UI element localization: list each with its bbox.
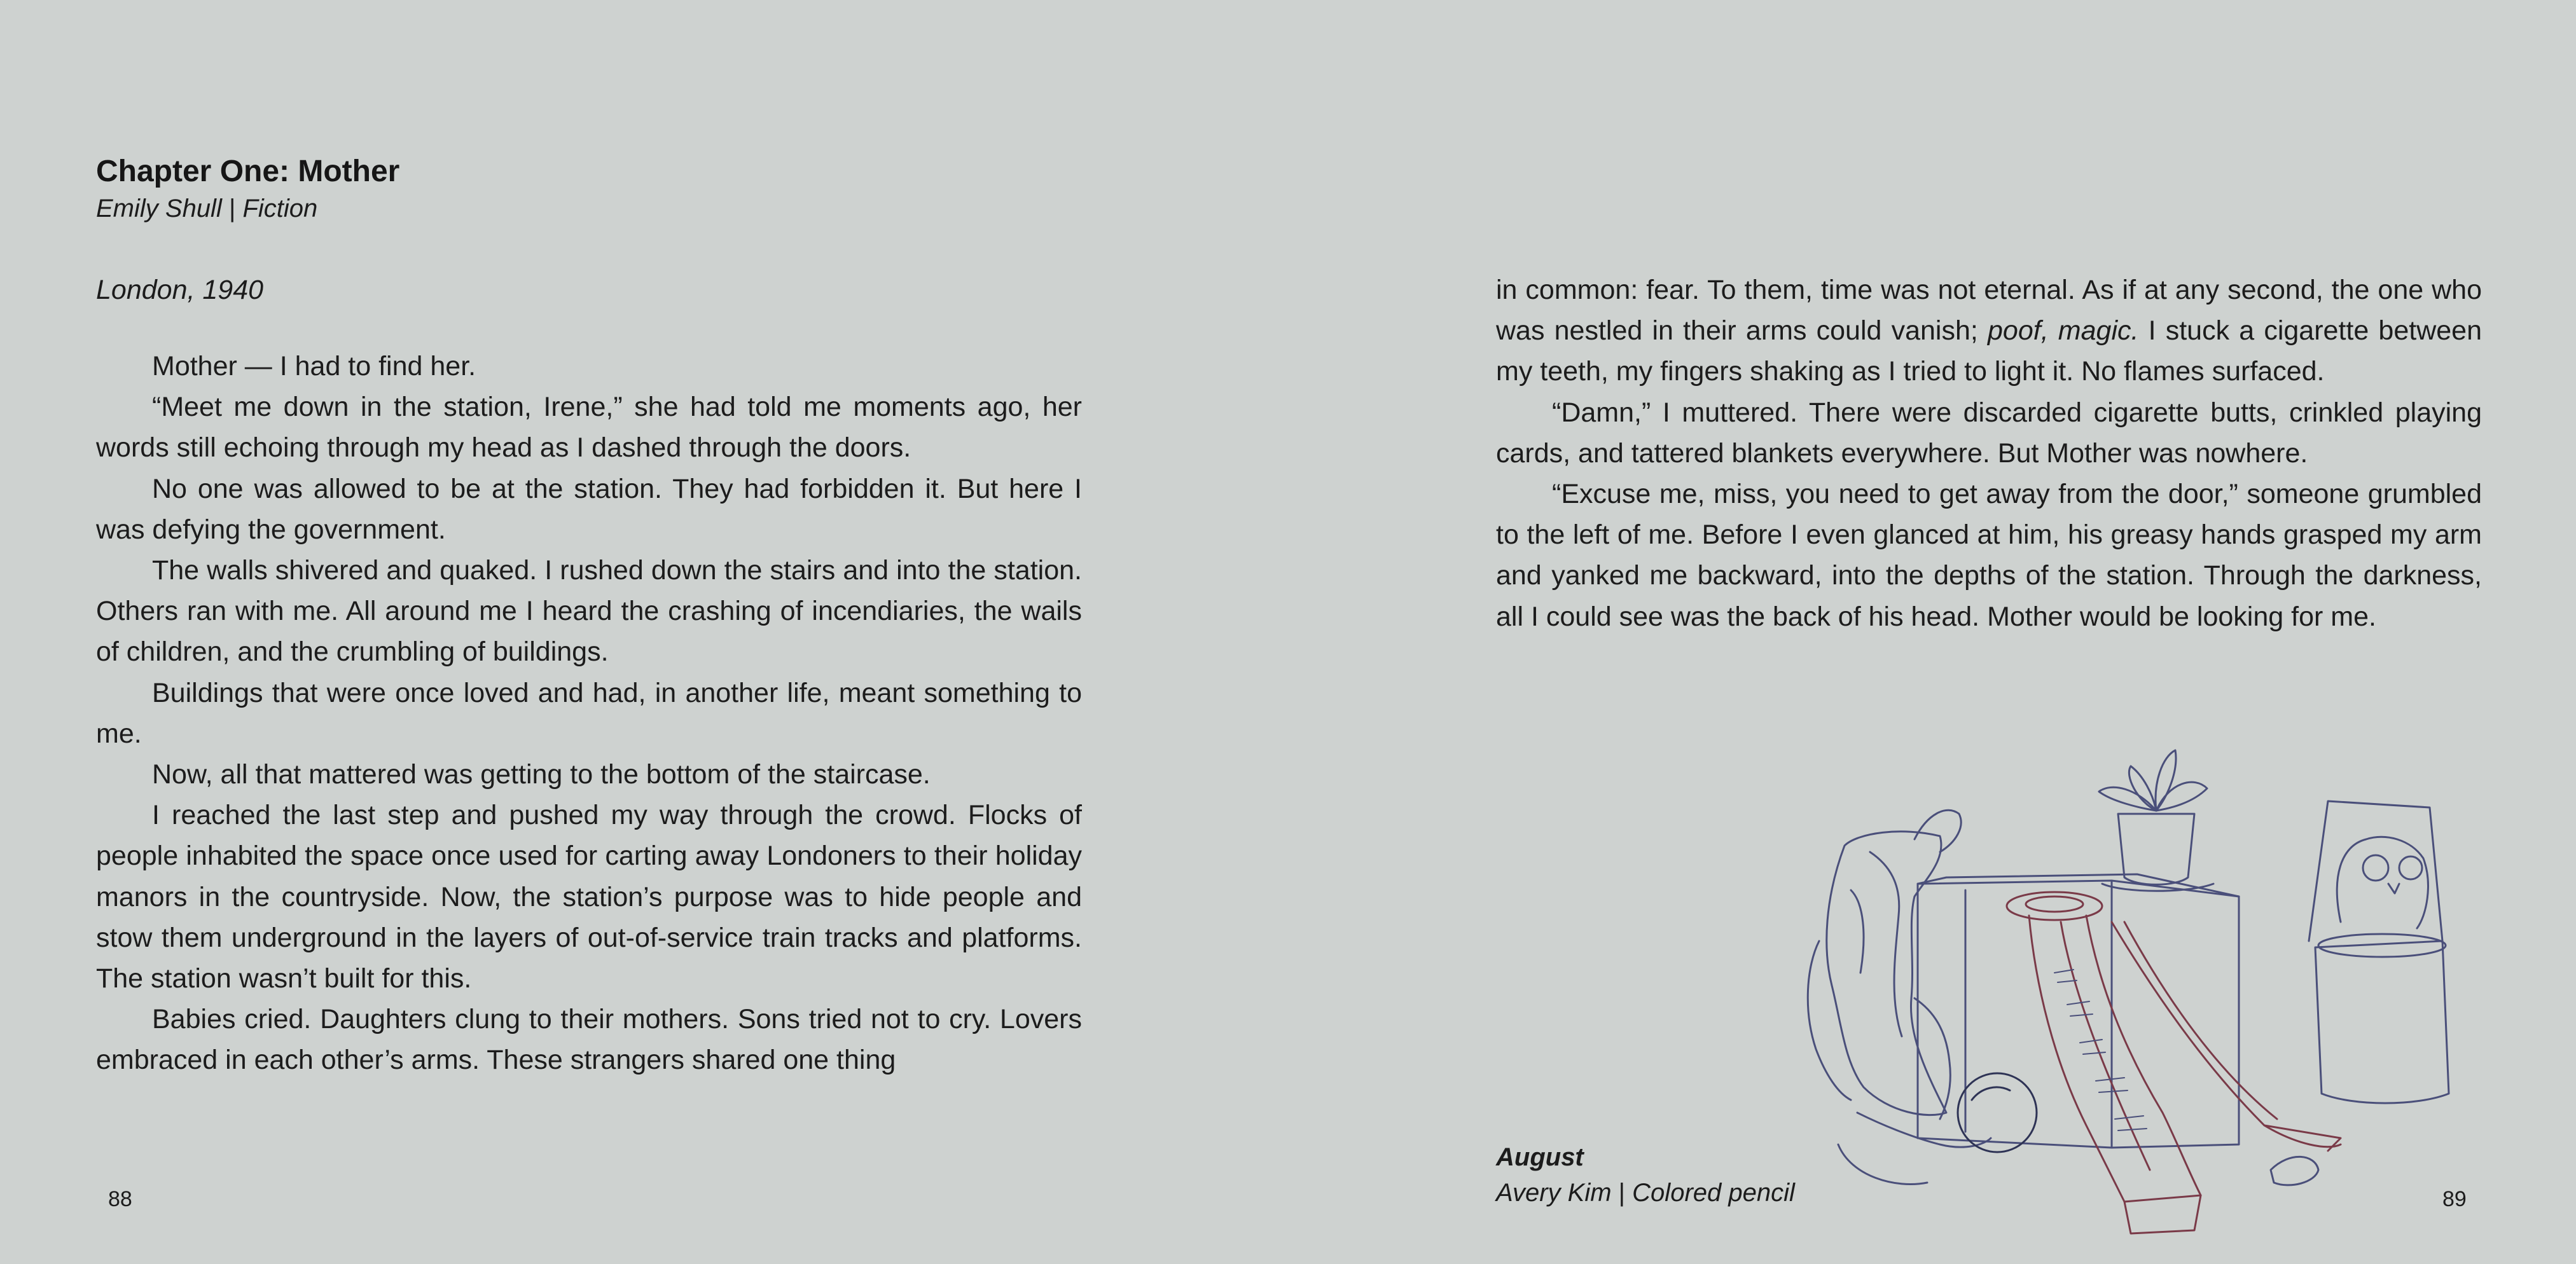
- award-ribbon-drawing: [2007, 892, 2341, 1233]
- continued-text: in common: fear. To them, time was not eternal. As if at any second, the one who was nestled in their arms could vanish;: [1496, 275, 2482, 347]
- paragraph: “Damn,” I muttered. There were discarded cigarette butts, crinkled playing cards, and tattered blankets everywhere. But Mother was nowhere.: [1496, 397, 2482, 469]
- draped-cloth-drawing: [1808, 810, 1991, 1184]
- story-column-right: [1496, 270, 2482, 637]
- ribbon-lettering-marks: [2054, 970, 2147, 1130]
- paragraph: I reached the last step and pushed my way through the crowd. Flocks of people inhabited the space once used for carting away Londoners to their holiday manors in the countryside. Now, the station’s purpose was to hide people and stow them underground in the layers of out-of-service train tracks and platforms. The station wasn’t built for this.: [96, 800, 1082, 994]
- continued-text-end: I stuck a cigarette between my teeth, my fingers shaking as I tried to light it. No flames surfaced.: [1496, 315, 2482, 387]
- continued-paragraph: [1496, 270, 2482, 392]
- paragraph: Mother — I had to find her.: [152, 351, 476, 381]
- paragraph: No one was allowed to be at the station. They had forbidden it. But here I was defying the government.: [96, 473, 1082, 545]
- glass-ball-drawing: [1958, 1073, 2037, 1152]
- chapter-title: Chapter One: Mother: [96, 155, 400, 188]
- paragraph: Buildings that were once loved and had, in another life, meant something to me.: [96, 677, 1082, 749]
- paragraph: The walls shivered and quaked. I rushed down the stairs and into the station. Others ran with me. All around me I heard the crashing of incendiaries, the wails of children, and the crumbling of buildings.: [96, 555, 1082, 668]
- credit-separator: |: [1618, 1179, 1626, 1207]
- story-column-left: [96, 346, 1082, 1081]
- italic-phrase: poof, magic.: [1988, 315, 2139, 347]
- shell-drawing: [2271, 1157, 2318, 1185]
- artwork-credit: [1496, 1175, 1795, 1211]
- paragraph: “Excuse me, miss, you need to get away from the door,” someone grumbled to the left of me. Before I even glanced at him, his greasy hands grasped my arm and yanked me backward, into the depths of the station. Through the darkness, all I could see was the back of his head. Mother would be looking for me.: [1496, 479, 2482, 632]
- byline: [96, 191, 317, 226]
- paragraph: Now, all that mattered was getting to the bottom of the staircase.: [152, 759, 931, 790]
- author-name: Emily Shull: [96, 195, 222, 223]
- artwork-title: August: [1496, 1143, 1584, 1171]
- potted-plant-drawing: [2099, 750, 2213, 891]
- artist-name: Avery Kim: [1496, 1179, 1612, 1207]
- page-number: 89: [2442, 1187, 2467, 1211]
- artwork-medium: Colored pencil: [1632, 1179, 1795, 1207]
- paragraph: Babies cried. Daughters clung to their mothers. Sons tried not to cry. Lovers embraced in each other’s arms. These strangers shared one thing: [96, 1004, 1082, 1076]
- tin-with-owl-drawing: [2309, 801, 2449, 1103]
- paragraph: “Meet me down in the station, Irene,” she had told me moments ago, her words still echoing through my head as I dashed through the doors.: [96, 392, 1082, 464]
- page-number: 88: [108, 1187, 132, 1211]
- byline-separator: |: [228, 195, 236, 223]
- artwork-caption: [1496, 1139, 1795, 1211]
- pencil-drawing-artwork: [1755, 731, 2506, 1264]
- story-setting: London, 1940: [96, 275, 264, 305]
- genre-label: Fiction: [242, 195, 318, 223]
